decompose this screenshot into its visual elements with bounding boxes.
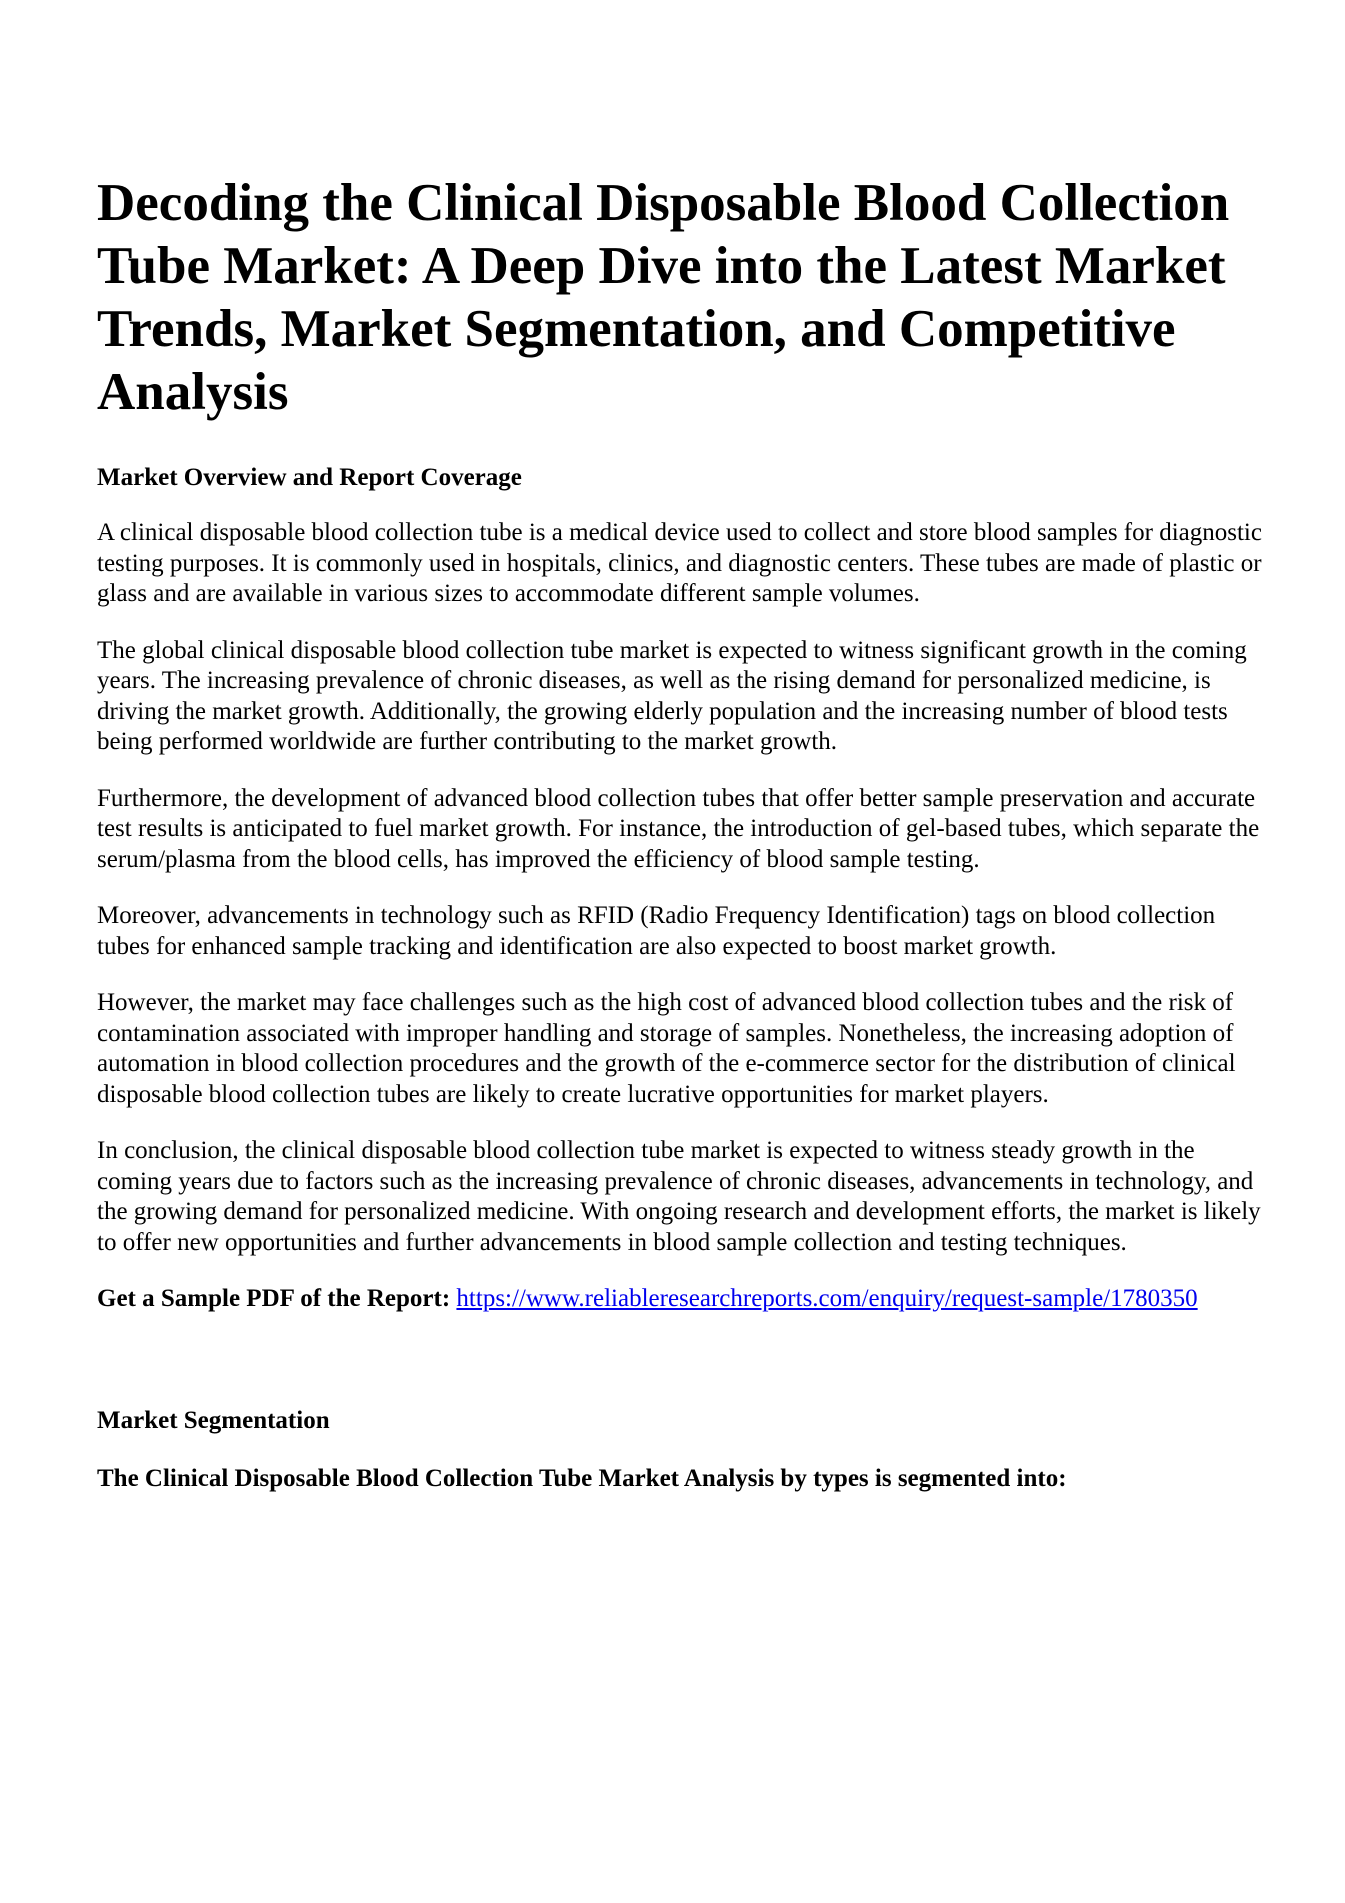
paragraph-market-challenges: However, the market may face challenges such as the high cost of advanced blood collection tubes and the risk of contamination associated with improper handling and storage of samples. Nonetheless, the increasing adoption of automation in blood collection procedures and the growth of the e-commerce sector for the distribution of clinical disposable blood collection tubes are likely to create lucrative opportunities for market players. (97, 989, 1236, 1108)
paragraph-advanced-tubes: Furthermore, the development of advanced blood collection tubes that offer better sample preservation and accurate test results is anticipated to fuel market growth. For instance, the introduction of gel-based tubes, which separate the serum/plasma from the blood cells, has improved the efficiency of blood sample testing. (97, 784, 1260, 873)
sample-pdf-link[interactable]: https://www.reliableresearchreports.com/enquiry/request-sample/1780350 (456, 1285, 1198, 1312)
segmentation-by-types-heading: The Clinical Disposable Blood Collection Tube Market Analysis by types is segmented into: (97, 1464, 1067, 1492)
paragraph-conclusion: In conclusion, the clinical disposable blood collection tube market is expected to witness steady growth in the coming years due to factors such as the increasing prevalence of chronic diseases, advancements in technology, and the growing demand for personalized medicine. With ongoing research and development efforts, the market is likely to offer new opportunities and further advancements in blood sample collection and testing techniques. (97, 1137, 1261, 1256)
page-title: Decoding the Clinical Disposable Blood Collection Tube Market: A Deep Dive into the Latest Market Trends, Market Segmentation, and Competitive Analysis (97, 174, 1230, 421)
paragraph-rfid-technology: Moreover, advancements in technology such as RFID (Radio Frequency Identification) tags on blood collection tubes for enhanced sample tracking and identification are also expected to boost market growth. (97, 902, 1216, 960)
market-overview-heading: Market Overview and Report Coverage (97, 464, 522, 491)
sample-pdf-label: Get a Sample PDF of the Report: (97, 1285, 451, 1312)
sample-pdf-line (97, 1284, 1262, 1315)
paragraph-market-growth: The global clinical disposable blood collection tube market is expected to witness significant growth in the coming years. The increasing prevalence of chronic diseases, as well as the rising demand for personalized medicine, is driving the market growth. Additionally, the growing elderly population and the increasing number of blood tests being performed worldwide are further contributing to the market growth. (97, 636, 1247, 755)
document-page (97, 172, 1262, 1494)
paragraph-device-definition: A clinical disposable blood collection tube is a medical device used to collect and store blood samples for diagnostic testing purposes. It is commonly used in hospitals, clinics, and diagnostic centers. These tubes are made of plastic or glass and are available in various sizes to accommodate different sample volumes. (97, 519, 1262, 607)
market-segmentation-heading: Market Segmentation (97, 1406, 330, 1434)
